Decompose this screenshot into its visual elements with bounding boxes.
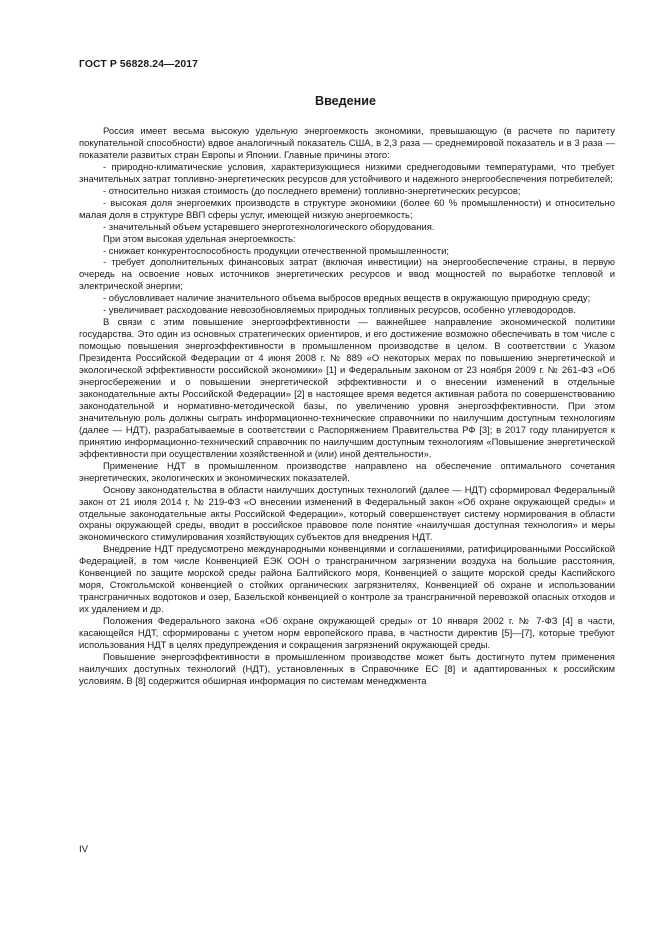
paragraph: Внедрение НДТ предусмотрено международными конвенциями и соглашениями, ратифицированными Российской Федерацией, в том числе Конвенцией ЕЭК ООН о трансграничном загрязнении воздуха на большие расстояния, Конвенцией по защите морской среды района Балтийского моря, Конвенцией о защите морской среды Каспийского моря, Стокгольмской конвенцией о стойких органических загрязнителях, Конвенцией об охране и использовании трансграничных водотоков и озер, Базельской конвенцией о контроле за трансграничной перевозкой опасных отходов и их удалением и др.	[79, 544, 615, 616]
page-number: IV	[79, 844, 89, 855]
paragraph: - относительно низкая стоимость (до последнего времени) топливно-энергетических ресурсов;	[103, 185, 521, 197]
paragraph: Повышение энергоэффективности в промышленном производстве может быть достигнуто путем применения наилучших доступных технологий (НДТ), установленных в Справочнике ЕС [8] и адаптированных к российским условиям. В [8] содержится обширная информация по системам менеджмента	[79, 651, 615, 687]
paragraph: Положения Федерального закона «Об охране окружающей среды» от 10 января 2002 г. № 7-ФЗ [4] в части, касающейся НДТ, сформированы с учетом норм европейского права, в частности директив [5]—[7], которые требуют использования НДТ в целях предупреждения и сокращения загрязнений окружающей среды.	[79, 616, 615, 651]
paragraph: - высокая доля энергоемких производств в структуре экономики (более 60 % промышленности) и относительно малая доля в структуре ВВП сферы услуг, имеющей низкую энергоемкость;	[79, 197, 615, 221]
paragraph: - увеличивает расходование невозобновляемых природных топливных ресурсов, особенно углеводородов.	[103, 305, 576, 317]
section-title: Введение	[314, 94, 377, 108]
paragraph: Применение НДТ в промышленном производстве направлено на обеспечение оптимального сочетания энергетических, экологических и экономических показателей.	[79, 460, 615, 484]
paragraph: - значительный объем устаревшего энерготехнологического оборудования.	[103, 221, 435, 233]
paragraph: - снижает конкурентоспособность продукции отечественной промышленности;	[103, 245, 449, 257]
paragraph: - обусловливает наличие значительного объема выбросов вредных веществ в окружающую природную среду;	[103, 293, 591, 305]
paragraph: Основу законодательства в области наилучших доступных технологий (далее — НДТ) сформировал Федеральный закон от 21 июля 2014 г. № 219-ФЗ «О внесении изменений в Федеральный закон «Об охране окружающей среды» и отдельные законодательные акты Российской Федерации», который совершенствует систему нормирования в области охраны окружающей среды, вводит в российское правовое поле понятие «наилучшая доступная технология» и меры экономического стимулирования хозяйствующих субъектов для внедрения НДТ.	[79, 484, 615, 544]
paragraph: - требует дополнительных финансовых затрат (включая инвестиции) на энергообеспечение страны, в первую очередь на освоение новых источников энергетических ресурсов и ввод мощностей по выработке тепловой и электрической энергии;	[79, 257, 615, 293]
paragraph: При этом высокая удельная энергоемкость:	[103, 233, 296, 245]
paragraph: В связи с этим повышение энергоэффективности — важнейшее направление экономической политики государства. Это один из основных стратегических ориентиров, и его достижение возможно обеспечивать в том числе с помощью повышения энергоэффективности в промышленном производстве в целом. В соответствии с Указом Президента Российской Федерации от 4 июня 2008 г. № 889 «О некоторых мерах по повышению энергетической и экологической эффективности российской экономики» [1] и Федеральным законом от 23 ноября 2009 г. № 261-ФЗ «Об энергосбережении и о повышении энергетической эффективности и о внесении изменений в отдельные законодательные акты Российской Федерации» [2] в настоящее время ведется активная работа по совершенствованию законодательной и нормативно-методической базы, по увеличению уровня энергоэффективности. При этом значительную роль должны сыграть информационно-технические справочники по наилучшим доступным технологиям (далее — НДТ), разрабатываемые в соответствии с Распоряжением Правительства РФ [3]; в 2017 году планируется к принятию информационно-технический справочник по наилучшим доступным технологиям «Повышение энергетической эффективности при осуществлении хозяйственной и (или) иной деятельности».	[79, 317, 615, 460]
standard-header: ГОСТ Р 56828.24—2017	[79, 59, 198, 70]
paragraph: - природно-климатические условия, характеризующиеся низкими среднегодовыми температурами, что требует значительных затрат топливно-энергетических ресурсов для устойчивого и надежного энергообеспечения потребителей;	[79, 161, 615, 185]
paragraph: Россия имеет весьма высокую удельную энергоемкость экономики, превышающую (в расчете по паритету покупательной способности) вдвое аналогичный показатель США, в 2,3 раза — среднемировой показатель и в 3 раза — показатели развитых стран Европы и Японии. Главные причины этого:	[79, 126, 615, 161]
body-text	[79, 126, 615, 688]
